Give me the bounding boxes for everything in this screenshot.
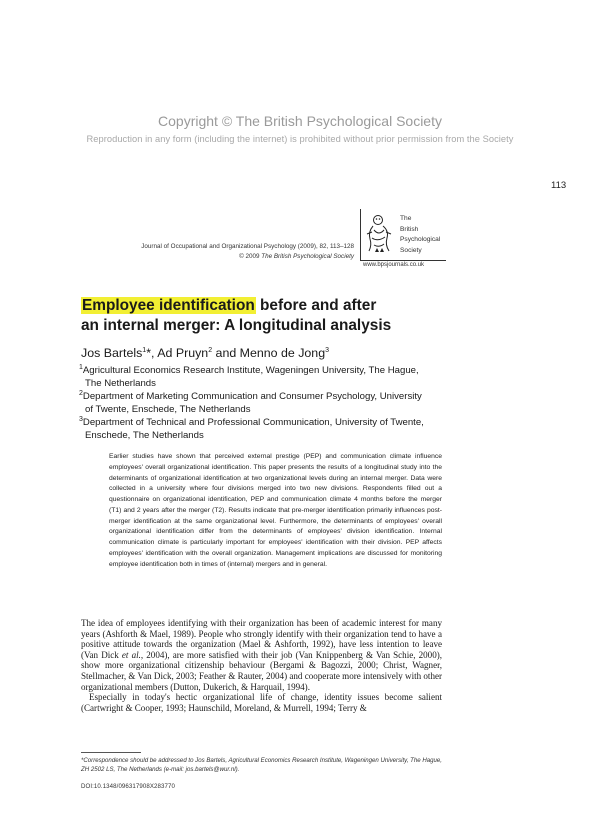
affiliation-line: The Netherlands: [85, 378, 156, 390]
society-line: The: [400, 215, 412, 222]
affiliation-mark: 1: [79, 363, 83, 371]
society-line: Society: [400, 246, 422, 254]
affiliation-line: Enschede, The Netherlands: [85, 430, 204, 442]
affiliation: [79, 416, 439, 442]
header-divider-horizontal: [360, 260, 446, 261]
footnote-rule: [81, 752, 141, 753]
author-affiliation-mark: 3: [325, 346, 329, 354]
author-affiliation-mark: 1: [142, 346, 147, 354]
affiliation-line: of Twente, Enschede, The Netherlands: [85, 404, 251, 416]
author-name: Jos Bartels: [81, 346, 143, 360]
journal-citation: [141, 242, 354, 262]
journal-copyright-holder: The British Psychological Society: [261, 253, 354, 260]
header-divider-vertical: [360, 209, 361, 261]
copyright-notice: Reproduction in any form (including the internet) is prohibited without prior permission from the Society: [86, 134, 514, 144]
doi[interactable]: DOI:10.1348/096317908X283770: [81, 783, 175, 790]
body-text-italic: et al.: [121, 649, 141, 660]
author-list: [81, 346, 329, 360]
affiliation-mark: 2: [79, 389, 83, 397]
body-text: [81, 618, 442, 713]
affiliation-mark: 3: [79, 415, 83, 423]
bps-emblem-icon: [364, 212, 394, 254]
society-name: [400, 214, 440, 256]
affiliation: [79, 364, 439, 390]
journal-line: Journal of Occupational and Organizational Psychology (2009), 82, 113–128: [141, 243, 354, 250]
body-text-run: The idea of employees identifying with their organization has been of academic interest for many years (Ashforth & Mael, 1989). People who strongly identify with their organization tend to have a positive attitude towards the organization (Mael & Ashforth, 1992), have less intention to leave (Van Dick: [81, 618, 442, 660]
author-separator: ,: [151, 346, 158, 360]
author-name: Menno de Jong: [239, 346, 326, 360]
body-paragraph: Especially in today's hectic organizational life of change, identity issues become salient (Cartwright & Cooper, 1993; Haunschild, Moreland, & Murrell, 1994; Terry &: [81, 692, 442, 713]
body-text-run: , 2004), are more satisfied with their job (Van Knippenberg & Van Schie, 2000), show more organizational citizenship behaviour (Bergami & Bagozzi, 2000; Christ, Wagner, Stellmacher, & Van Dick, 2003; Feather & Rauter, 2004) and cooperate more intensively with other organizational members (Dutton, Dukerich, & Harquail, 1994).: [81, 649, 442, 692]
title-line-2: an internal merger: A longitudinal analysis: [81, 317, 392, 334]
corresponding-mark: *: [146, 346, 152, 360]
correspondence-footnote: *Correspondence should be addressed to Jos Bartels, Agricultural Economics Research Institute, Wageningen University, The Hague, ZH 2502 LS, The Netherlands (e-mail: jos.bartels@wur.nl).: [81, 757, 442, 774]
page-number: 113: [551, 180, 567, 191]
journal-copyright: [141, 252, 354, 262]
journal-copyright-prefix: © 2009: [239, 253, 262, 260]
society-line: Psychological: [400, 236, 441, 243]
society-website[interactable]: www.bpsjournals.co.uk: [363, 262, 425, 268]
author-separator: and: [212, 346, 240, 360]
affiliation-line: Department of Technical and Professional Communication, University of Twente,: [82, 417, 424, 428]
affiliation: [79, 390, 439, 416]
affiliation-line: Department of Marketing Communication and Consumer Psychology, University: [82, 391, 422, 402]
article-title: [81, 296, 391, 336]
copyright-title: Copyright © The British Psychological Society: [158, 113, 442, 129]
title-rest: before and after: [255, 297, 377, 314]
title-highlight[interactable]: Employee identification: [82, 297, 255, 314]
author-name: Ad Pruyn: [157, 346, 209, 360]
author-affiliation-mark: 2: [208, 346, 213, 354]
body-paragraph: [81, 618, 442, 692]
affiliation-line: Agricultural Economics Research Institute, Wageningen University, The Hague,: [82, 365, 419, 376]
abstract: Earlier studies have shown that perceived external prestige (PEP) and communication climate influence employees' overall organizational identification. This paper presents the results of a longitudinal study into the determinants of organizational identification at two organizational levels during an internal merger. Data were collected in a university where four divisions merged into two new divisions. Respondents filled out a questionnaire on organizational identification, PEP and communication climate 4 months before the merger (T1) and 2 years after the merger (T2). Results indicate that pre-merger identification primarily influences post-merger identification at the same organizational level. Furthermore, the determinants of employees' overall organizational identification differ from the determinants of employees' division identification. Internal communication climate is particularly important for employees' identification with their division. PEP affects employees' identification with the overall organization. Management implications are discussed for monitoring employee identification both in times of (internal) mergers and in general.: [109, 453, 442, 568]
society-line: British: [400, 225, 419, 233]
